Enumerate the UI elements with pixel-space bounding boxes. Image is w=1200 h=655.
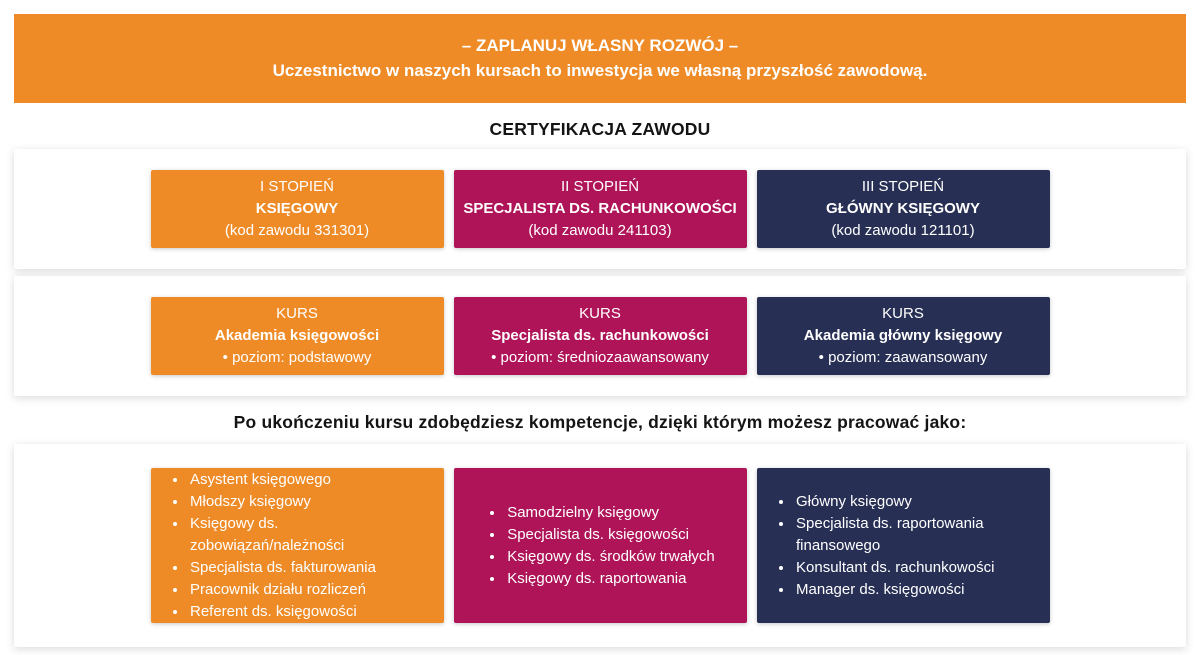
courses-panel (14, 276, 1186, 396)
jobs-list-2 (485, 502, 715, 590)
course-2-label: KURS (579, 305, 621, 322)
job-item: • Księgowy ds. zobowiązań/należności (188, 513, 426, 557)
course-1-name: Akademia księgowości (214, 327, 380, 344)
level-2-code: (kod zawodu 241103) (528, 222, 672, 239)
level-1-title: KSIĘGOWY (255, 200, 339, 217)
course-1-label: KURS (276, 305, 318, 322)
level-1-degree: I STOPIEŃ (260, 178, 334, 195)
jobs-heading: Po ukończeniu kursu zdobędziesz kompetencje, dzięki którym możesz pracować jako: (233, 412, 967, 432)
course-box-3 (757, 297, 1050, 375)
job-item: • Samodzielny księgowy (505, 502, 715, 524)
course-3-label: KURS (882, 305, 924, 322)
course-2-level: • poziom: średniozaawansowany (491, 349, 709, 366)
jobs-list-1 (168, 469, 426, 623)
job-item: • Młodszy księgowy (188, 491, 426, 513)
job-item: • Manager ds. księgowości (794, 579, 1032, 601)
level-3-degree: III STOPIEŃ (861, 178, 945, 195)
course-3-name: Akademia główny księgowy (803, 327, 1003, 344)
jobs-panel (14, 444, 1186, 647)
courses-row (151, 297, 1050, 375)
jobs-box-3 (757, 468, 1050, 623)
jobs-list-3 (774, 491, 1032, 601)
job-item: • Asystent księgowego (188, 469, 426, 491)
course-1-level: • poziom: podstawowy (222, 349, 372, 366)
level-1-code: (kod zawodu 331301) (224, 222, 370, 239)
levels-row (151, 170, 1050, 248)
job-item: • Referent ds. księgowości (188, 601, 426, 623)
banner (14, 14, 1186, 103)
level-box-3 (757, 170, 1050, 248)
level-3-code: (kod zawodu 121101) (831, 222, 975, 239)
level-3-title: GŁÓWNY KSIĘGOWY (826, 200, 980, 217)
job-item: • Specjalista ds. księgowości (505, 524, 715, 546)
banner-subtitle: Uczestnictwo w naszych kursach to inwestycja we własną przyszłość zawodową. (272, 61, 928, 80)
certification-heading: CERTYFIKACJA ZAWODU (489, 119, 711, 139)
course-box-2 (454, 297, 747, 375)
level-box-2 (454, 170, 747, 248)
jobs-box-2 (454, 468, 747, 623)
jobs-box-1 (151, 468, 444, 623)
course-3-level: • poziom: zaawansowany (818, 349, 988, 366)
level-2-degree: II STOPIEŃ (560, 178, 640, 195)
job-item: • Konsultant ds. rachunkowości (794, 557, 1032, 579)
job-item: • Księgowy ds. raportowania (505, 568, 715, 590)
levels-panel (14, 149, 1186, 269)
job-item: • Specjalista ds. raportowania finansowego (794, 513, 1032, 557)
job-item: • Główny księgowy (794, 491, 1032, 513)
level-2-title: SPECJALISTA DS. RACHUNKOWOŚCI (463, 200, 737, 217)
job-item: • Specjalista ds. fakturowania (188, 557, 426, 579)
job-item: • Księgowy ds. środków trwałych (505, 546, 715, 568)
jobs-row (151, 468, 1050, 623)
course-box-1 (151, 297, 444, 375)
level-box-1 (151, 170, 444, 248)
course-2-name: Specjalista ds. rachunkowości (491, 327, 709, 344)
job-item: • Pracownik działu rozliczeń (188, 579, 426, 601)
banner-title: – ZAPLANUJ WŁASNY ROZWÓJ – (461, 36, 739, 55)
